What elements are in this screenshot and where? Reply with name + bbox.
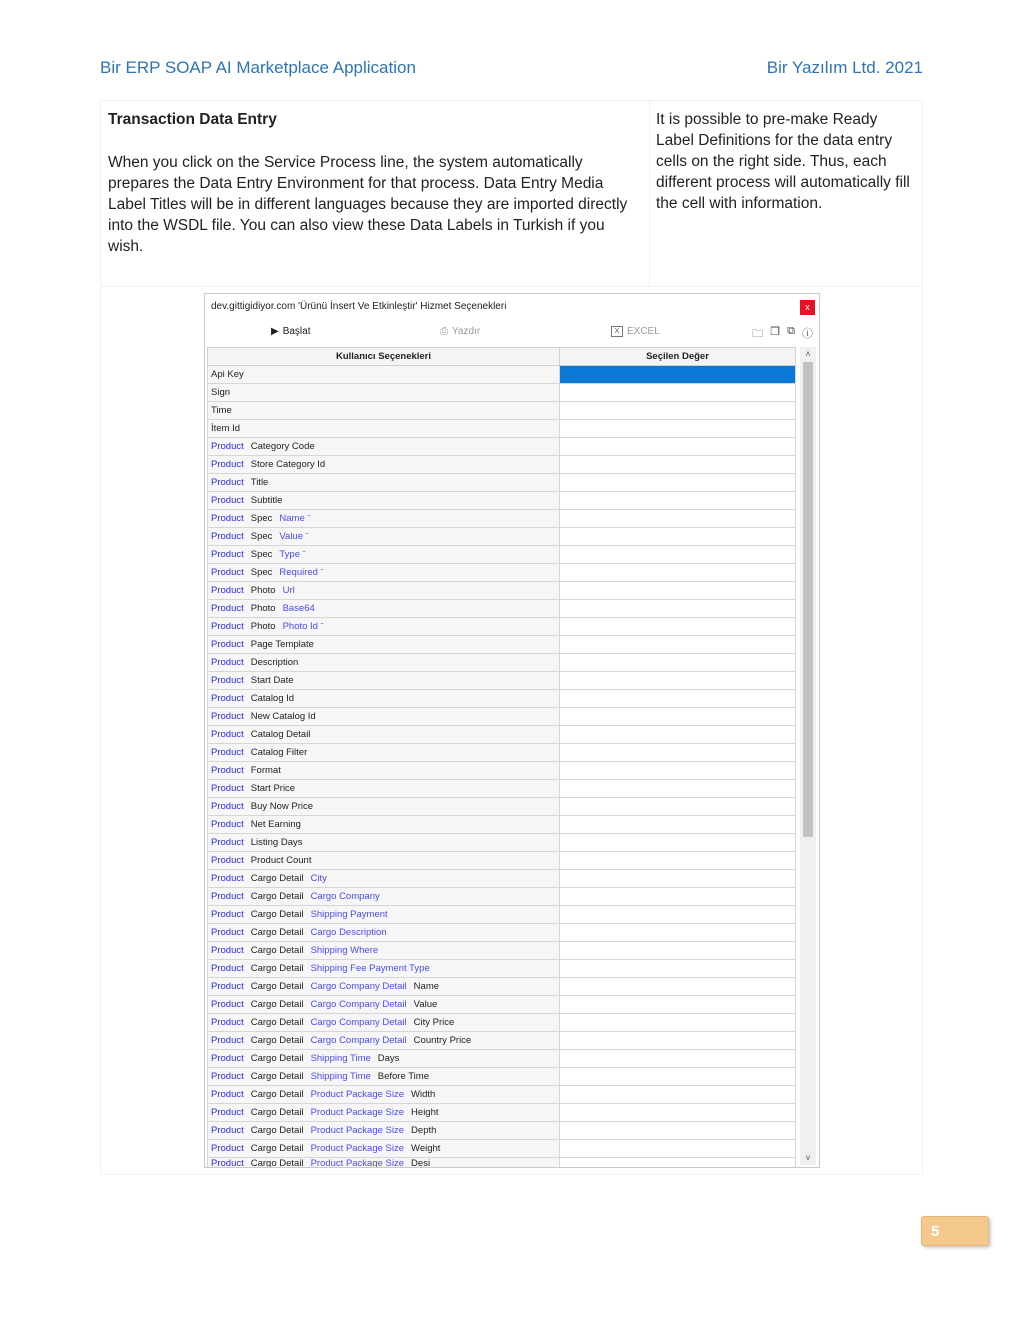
option-label-part: Cargo Detail xyxy=(250,927,304,938)
option-label-cell[interactable] xyxy=(208,366,560,384)
selected-value-cell[interactable] xyxy=(560,1140,796,1158)
option-label-part: Product xyxy=(211,855,244,866)
selected-value-cell[interactable] xyxy=(560,636,796,654)
selected-value-cell[interactable] xyxy=(560,1068,796,1086)
option-label-cell[interactable] xyxy=(208,456,560,474)
option-label-part: Cargo Company Detail xyxy=(310,981,407,992)
option-label-part: Cargo Detail xyxy=(250,873,304,884)
option-label-part: Product xyxy=(211,711,244,722)
document-header-company: Bir Yazılım Ltd. 2021 xyxy=(766,58,923,77)
option-label-part: Product xyxy=(211,1107,244,1118)
table-row[interactable] xyxy=(208,978,796,996)
option-label-cell[interactable] xyxy=(208,744,560,762)
option-label-part: Product xyxy=(211,801,244,812)
table-row[interactable] xyxy=(208,690,796,708)
option-label-part: Product xyxy=(211,603,244,614)
selected-value-cell[interactable] xyxy=(560,888,796,906)
option-label-part: Product xyxy=(211,495,244,506)
table-row[interactable] xyxy=(208,438,796,456)
table-row[interactable] xyxy=(208,600,796,618)
option-label-cell[interactable] xyxy=(208,1140,560,1158)
option-label-part: Product xyxy=(211,891,244,902)
option-label-cell[interactable] xyxy=(208,1032,560,1050)
option-label-part: Catalog Detail xyxy=(250,729,311,740)
option-label-part: Start Date xyxy=(250,675,294,686)
chevron-up-icon[interactable]: ˄ xyxy=(805,349,811,359)
selected-value-cell[interactable] xyxy=(560,726,796,744)
table-row[interactable] xyxy=(208,996,796,1014)
option-label-part: Before Time xyxy=(377,1071,429,1082)
selected-value-cell[interactable] xyxy=(560,366,796,384)
option-label-part: Required ˉ xyxy=(279,567,324,578)
option-label-part: Product xyxy=(211,927,244,938)
option-label-cell[interactable] xyxy=(208,726,560,744)
option-label-part: Product Package Size xyxy=(310,1125,405,1136)
table-row[interactable] xyxy=(208,474,796,492)
play-icon: ▶ xyxy=(271,326,279,337)
option-label-part: Catalog Id xyxy=(250,693,295,704)
option-label-part: Photo Id ˉ xyxy=(282,621,324,632)
selected-value-cell[interactable] xyxy=(560,960,796,978)
excel-label: EXCEL xyxy=(627,326,660,337)
option-label-cell[interactable] xyxy=(208,960,560,978)
selected-value-cell[interactable] xyxy=(560,852,796,870)
option-label-part: Product xyxy=(211,837,244,848)
selected-value-cell[interactable] xyxy=(560,744,796,762)
option-label-part: Time xyxy=(211,405,232,416)
folder-icon[interactable]: 🗀 xyxy=(752,328,764,340)
start-button[interactable] xyxy=(271,326,311,337)
option-label-part: Subtitle xyxy=(250,495,283,506)
option-label-part: Start Price xyxy=(250,783,296,794)
table-row[interactable] xyxy=(208,960,796,978)
option-label-cell[interactable] xyxy=(208,852,560,870)
option-label-cell[interactable] xyxy=(208,1050,560,1068)
scrollbar-thumb[interactable] xyxy=(803,362,813,837)
intro-right-text: It is possible to pre-make Ready Label Definitions for the data entry cells on the right side. Thus, each different process will automatically fill the cell with information. xyxy=(656,111,910,212)
option-label-part: Cargo Company Detail xyxy=(310,1035,407,1046)
option-label-cell[interactable] xyxy=(208,798,560,816)
option-label-cell[interactable] xyxy=(208,636,560,654)
option-label-part: Page Template xyxy=(250,639,314,650)
option-label-part: Value xyxy=(413,999,438,1010)
option-label-part: Product xyxy=(211,549,244,560)
option-label-part: Shipping Time xyxy=(310,1053,371,1064)
option-label-cell[interactable] xyxy=(208,672,560,690)
table-row[interactable] xyxy=(208,654,796,672)
table-row[interactable] xyxy=(208,942,796,960)
option-label-part: Days xyxy=(377,1053,400,1064)
option-label-part: Type ˉ xyxy=(279,549,306,560)
option-label-cell[interactable] xyxy=(208,510,560,528)
option-label-cell[interactable] xyxy=(208,978,560,996)
option-label-cell[interactable] xyxy=(208,690,560,708)
table-row[interactable] xyxy=(208,798,796,816)
option-label-part: Cargo Company Detail xyxy=(310,999,407,1010)
intro-left-text: When you click on the Service Process line, the system automatically prepares the Data Entry Environment for that process. Data Entry Media Label Titles will be in different languages because they are imported directly into the WSDL file. You can also view these Data Labels in Turkish if you wish. xyxy=(108,154,628,255)
copy-icon[interactable]: ❐ xyxy=(770,326,781,338)
option-label-cell[interactable] xyxy=(208,906,560,924)
selected-value-cell[interactable] xyxy=(560,474,796,492)
table-row[interactable] xyxy=(208,1032,796,1050)
option-label-part: Product xyxy=(211,819,244,830)
selected-value-cell[interactable] xyxy=(560,978,796,996)
option-label-part: Product xyxy=(211,1053,244,1064)
option-label-part: Product xyxy=(211,567,244,578)
table-row[interactable] xyxy=(208,420,796,438)
option-label-part: Depth xyxy=(411,1125,437,1136)
option-label-cell[interactable] xyxy=(208,564,560,582)
option-label-part: Product xyxy=(211,1089,244,1100)
option-label-part: Category Code xyxy=(250,441,315,452)
option-label-cell[interactable] xyxy=(208,942,560,960)
selected-value-cell[interactable] xyxy=(560,762,796,780)
option-label-part: Shipping Time xyxy=(310,1071,371,1082)
print-label: Yazdır xyxy=(452,326,481,337)
option-label-part: Product xyxy=(211,693,244,704)
option-label-part: Product xyxy=(211,1125,244,1136)
selected-value-cell[interactable] xyxy=(560,906,796,924)
option-label-part: Cargo Detail xyxy=(250,1089,304,1100)
table-row[interactable] xyxy=(208,1050,796,1068)
selected-value-cell[interactable] xyxy=(560,780,796,798)
table-row[interactable] xyxy=(208,384,796,402)
option-label-part: Product xyxy=(211,945,244,956)
option-label-part: Cargo Detail xyxy=(250,1035,304,1046)
selected-value-cell[interactable] xyxy=(560,600,796,618)
option-label-part: Product Count xyxy=(250,855,312,866)
option-label-part: Product xyxy=(211,1017,244,1028)
option-label-cell[interactable] xyxy=(208,924,560,942)
option-label-cell[interactable] xyxy=(208,474,560,492)
window-title: dev.gittigidiyor.com 'Ürünü İnsert Ve Etkinleştir' Hizmet Seçenekleri xyxy=(211,301,507,312)
option-label-part: Product xyxy=(211,621,244,632)
option-label-part: City Price xyxy=(413,1017,455,1028)
selected-value-cell[interactable] xyxy=(560,690,796,708)
print-button[interactable] xyxy=(440,326,480,337)
selected-value-cell[interactable] xyxy=(560,1050,796,1068)
option-label-part: Api Key xyxy=(211,369,244,380)
option-label-part: Cargo Company xyxy=(310,891,380,902)
option-label-cell[interactable] xyxy=(208,762,560,780)
option-label-cell[interactable] xyxy=(208,1014,560,1032)
option-label-cell[interactable] xyxy=(208,420,560,438)
table-row[interactable] xyxy=(208,1014,796,1032)
selected-value-cell[interactable] xyxy=(560,816,796,834)
intro-right-cell xyxy=(650,101,922,286)
table-row[interactable] xyxy=(208,888,796,906)
option-label-part: Sign xyxy=(211,387,231,398)
table-row[interactable] xyxy=(208,1140,796,1158)
option-label-part: Product xyxy=(211,1158,244,1168)
option-label-cell[interactable] xyxy=(208,384,560,402)
option-label-part: Product xyxy=(211,441,244,452)
option-label-cell[interactable] xyxy=(208,1104,560,1122)
option-label-part: Cargo Detail xyxy=(250,1107,304,1118)
option-label-part: Product xyxy=(211,999,244,1010)
table-row[interactable] xyxy=(208,1122,796,1140)
table-row[interactable] xyxy=(208,492,796,510)
selected-value-cell[interactable] xyxy=(560,1158,796,1169)
help-icon[interactable]: ⓘ xyxy=(802,328,813,340)
option-label-part: Product Package Size xyxy=(310,1089,405,1100)
option-label-part: Name ˉ xyxy=(279,513,311,524)
table-row[interactable] xyxy=(208,816,796,834)
option-label-part: Cargo Detail xyxy=(250,945,304,956)
page-number: 5 xyxy=(921,1216,989,1246)
option-label-part: Cargo Detail xyxy=(250,891,304,902)
table-row[interactable] xyxy=(208,780,796,798)
selected-value-cell[interactable] xyxy=(560,1122,796,1140)
table-row[interactable] xyxy=(208,1086,796,1104)
table-row[interactable] xyxy=(208,834,796,852)
option-label-part: Spec xyxy=(250,531,273,542)
table-row[interactable] xyxy=(208,618,796,636)
table-row[interactable] xyxy=(208,744,796,762)
option-label-part: Listing Days xyxy=(250,837,303,848)
option-label-part: Product xyxy=(211,531,244,542)
option-label-part: Cargo Detail xyxy=(250,999,304,1010)
table-row[interactable] xyxy=(208,726,796,744)
option-label-part: Product xyxy=(211,729,244,740)
option-label-part: Cargo Company Detail xyxy=(310,1017,407,1028)
close-button[interactable]: x xyxy=(800,300,815,315)
column-header-options[interactable]: Kullanıcı Seçenekleri xyxy=(208,348,560,366)
option-label-part: Product xyxy=(211,513,244,524)
table-row[interactable] xyxy=(208,582,796,600)
option-label-cell[interactable] xyxy=(208,834,560,852)
option-label-part: Cargo Detail xyxy=(250,1071,304,1082)
selected-value-cell[interactable] xyxy=(560,510,796,528)
option-label-cell[interactable] xyxy=(208,582,560,600)
selected-value-cell[interactable] xyxy=(560,456,796,474)
option-label-part: Value ˉ xyxy=(279,531,309,542)
option-label-part: Name xyxy=(413,981,440,992)
table-row[interactable] xyxy=(208,366,796,384)
option-label-part: Product xyxy=(211,477,244,488)
section-title: Transaction Data Entry xyxy=(108,111,277,128)
selected-value-cell[interactable] xyxy=(560,1086,796,1104)
table-row[interactable] xyxy=(208,510,796,528)
table-row[interactable] xyxy=(208,1068,796,1086)
selected-value-cell[interactable] xyxy=(560,618,796,636)
toolbar-icon-group xyxy=(752,325,813,344)
option-label-part: Product xyxy=(211,675,244,686)
option-label-part: Product xyxy=(211,765,244,776)
option-label-part: Desi xyxy=(411,1158,431,1168)
option-label-part: İtem Id xyxy=(211,423,241,434)
option-label-cell[interactable] xyxy=(208,438,560,456)
selected-value-cell[interactable] xyxy=(560,528,796,546)
option-label-part: Product xyxy=(211,981,244,992)
option-label-part: Height xyxy=(411,1107,439,1118)
printer-icon: ⎙ xyxy=(440,326,448,337)
option-label-part: Product xyxy=(211,909,244,920)
table-row[interactable] xyxy=(208,1104,796,1122)
excel-button[interactable] xyxy=(611,326,660,337)
selected-value-cell[interactable] xyxy=(560,1104,796,1122)
table-row[interactable] xyxy=(208,564,796,582)
option-label-part: Cargo Detail xyxy=(250,1053,304,1064)
option-label-part: Spec xyxy=(250,549,273,560)
selected-value-cell[interactable] xyxy=(560,564,796,582)
option-label-part: Cargo Detail xyxy=(250,1125,304,1136)
option-label-part: Product Package Size xyxy=(310,1107,405,1118)
option-label-part: Cargo Description xyxy=(310,927,387,938)
option-label-part: Product xyxy=(211,873,244,884)
table-row[interactable] xyxy=(208,1158,796,1169)
option-label-part: Shipping Fee Payment Type xyxy=(310,963,430,974)
option-label-part: Shipping Where xyxy=(310,945,379,956)
option-label-part: Format xyxy=(250,765,281,776)
option-label-part: Product xyxy=(211,783,244,794)
option-label-cell[interactable] xyxy=(208,780,560,798)
option-label-cell[interactable] xyxy=(208,528,560,546)
intro-left-cell xyxy=(101,101,650,286)
option-label-part: Product xyxy=(211,963,244,974)
chevron-down-icon[interactable]: ˅ xyxy=(805,1153,811,1163)
option-label-part: Spec xyxy=(250,513,273,524)
option-label-part: Spec xyxy=(250,567,273,578)
option-label-part: Shipping Payment xyxy=(310,909,388,920)
option-label-part: Store Category Id xyxy=(250,459,326,470)
selected-value-cell[interactable] xyxy=(560,492,796,510)
table-row[interactable] xyxy=(208,906,796,924)
option-label-part: Cargo Detail xyxy=(250,1017,304,1028)
selected-value-cell[interactable] xyxy=(560,798,796,816)
option-label-cell[interactable] xyxy=(208,492,560,510)
selected-value-cell[interactable] xyxy=(560,420,796,438)
option-label-cell[interactable] xyxy=(208,870,560,888)
option-label-cell[interactable] xyxy=(208,546,560,564)
option-label-part: Cargo Detail xyxy=(250,981,304,992)
option-label-part: City xyxy=(310,873,327,884)
option-label-part: Description xyxy=(250,657,299,668)
option-label-part: Product Package Size xyxy=(310,1158,405,1168)
selected-value-cell[interactable] xyxy=(560,1014,796,1032)
table-row[interactable] xyxy=(208,672,796,690)
option-label-part: Url xyxy=(282,585,295,596)
table-row[interactable] xyxy=(208,762,796,780)
option-label-cell[interactable] xyxy=(208,1122,560,1140)
option-label-cell[interactable] xyxy=(208,402,560,420)
option-label-part: Country Price xyxy=(413,1035,472,1046)
service-options-window xyxy=(204,293,820,1168)
option-label-part: Net Earning xyxy=(250,819,301,830)
table-row[interactable] xyxy=(208,546,796,564)
table-row[interactable] xyxy=(208,870,796,888)
option-label-cell[interactable] xyxy=(208,888,560,906)
option-label-part: Product xyxy=(211,1071,244,1082)
selected-value-cell[interactable] xyxy=(560,996,796,1014)
option-label-part: Product xyxy=(211,1143,244,1154)
selected-value-cell[interactable] xyxy=(560,402,796,420)
option-label-part: Title xyxy=(250,477,269,488)
option-label-cell[interactable] xyxy=(208,708,560,726)
selected-value-cell[interactable] xyxy=(560,924,796,942)
selected-value-cell[interactable] xyxy=(560,1032,796,1050)
option-label-part: Photo xyxy=(250,585,276,596)
option-label-part: Cargo Detail xyxy=(250,909,304,920)
option-label-cell[interactable] xyxy=(208,654,560,672)
selected-value-cell[interactable] xyxy=(560,834,796,852)
grid-body xyxy=(208,366,796,1169)
paste-icon[interactable]: ⧉ xyxy=(787,325,795,337)
selected-value-cell[interactable] xyxy=(560,546,796,564)
option-label-part: Weight xyxy=(411,1143,441,1154)
intro-table xyxy=(100,100,923,287)
option-label-part: Cargo Detail xyxy=(250,963,304,974)
selected-value-cell[interactable] xyxy=(560,384,796,402)
option-label-part: Product xyxy=(211,585,244,596)
selected-value-cell[interactable] xyxy=(560,942,796,960)
start-label: Başlat xyxy=(282,326,311,337)
column-header-value[interactable]: Seçilen Değer xyxy=(560,348,796,366)
option-label-part: Cargo Detail xyxy=(250,1143,304,1154)
selected-value-cell[interactable] xyxy=(560,708,796,726)
selected-value-cell[interactable] xyxy=(560,672,796,690)
option-label-cell[interactable] xyxy=(208,618,560,636)
option-label-cell[interactable] xyxy=(208,996,560,1014)
table-row[interactable] xyxy=(208,924,796,942)
vertical-scrollbar[interactable] xyxy=(800,347,816,1165)
selected-value-cell[interactable] xyxy=(560,870,796,888)
selected-value-cell[interactable] xyxy=(560,654,796,672)
option-label-part: Width xyxy=(411,1089,436,1100)
option-label-cell[interactable] xyxy=(208,816,560,834)
option-label-part: Product xyxy=(211,639,244,650)
table-row[interactable] xyxy=(208,636,796,654)
option-label-part: Buy Now Price xyxy=(250,801,314,812)
option-label-cell[interactable] xyxy=(208,1086,560,1104)
option-label-part: Product xyxy=(211,747,244,758)
option-label-cell[interactable] xyxy=(208,1158,560,1169)
option-label-part: Product Package Size xyxy=(310,1143,405,1154)
document-header-title: Bir ERP SOAP AI Marketplace Application xyxy=(100,58,416,77)
selected-value-cell[interactable] xyxy=(560,438,796,456)
table-row[interactable] xyxy=(208,852,796,870)
option-label-part: Product xyxy=(211,657,244,668)
option-label-part: Catalog Filter xyxy=(250,747,308,758)
table-row[interactable] xyxy=(208,456,796,474)
table-row[interactable] xyxy=(208,402,796,420)
options-grid xyxy=(207,347,796,1168)
table-row[interactable] xyxy=(208,708,796,726)
option-label-part: New Catalog Id xyxy=(250,711,316,722)
table-row[interactable] xyxy=(208,528,796,546)
selected-value-cell[interactable] xyxy=(560,582,796,600)
option-label-part: Cargo Detail xyxy=(250,1158,304,1168)
option-label-part: Product xyxy=(211,459,244,470)
option-label-part: Photo xyxy=(250,603,276,614)
option-label-part: Photo xyxy=(250,621,276,632)
excel-icon: X xyxy=(611,326,623,337)
option-label-cell[interactable] xyxy=(208,1068,560,1086)
option-label-cell[interactable] xyxy=(208,600,560,618)
option-label-part: Product xyxy=(211,1035,244,1046)
option-label-part: Base64 xyxy=(282,603,315,614)
